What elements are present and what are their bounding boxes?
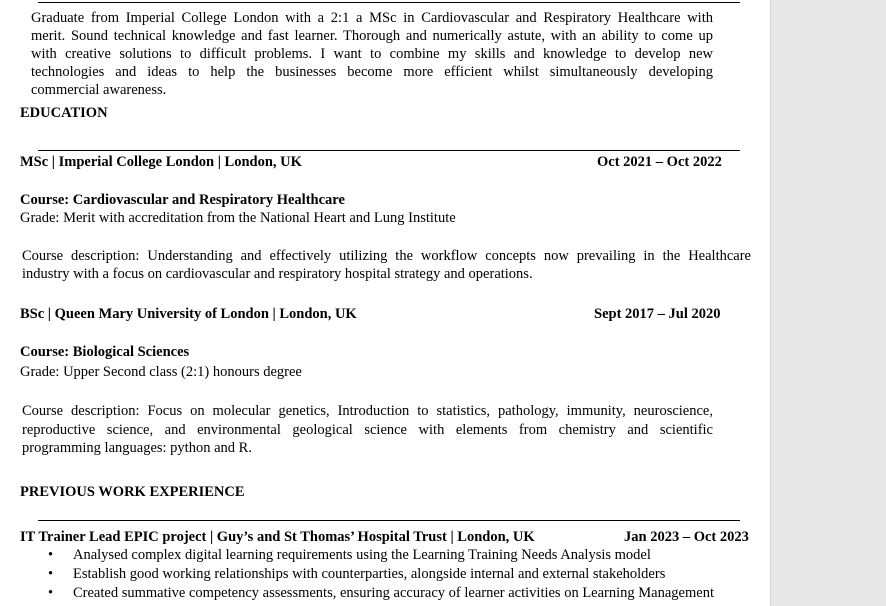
degree-title: MSc | Imperial College London | London, UK [20,154,302,170]
course-name: Course: Biological Sciences [20,344,190,360]
summary-line: with creative solutions to difficult problems. I want to combine my skills and knowledge to develop new [31,46,713,62]
course-description-line: industry with a focus on cardiovascular and respiratory hospital strategy and operations. [22,266,533,282]
summary-line: Graduate from Imperial College London with a 2:1 a MSc in Cardiovascular and Respiratory Healthcare with [31,10,713,26]
course-description-line: Course description: Understanding and effectively utilizing the workflow concepts now prevailing in the Healthcare [22,248,751,264]
education-heading: EDUCATION [20,105,108,121]
bullet-icon: • [48,585,54,601]
job-dates: Jan 2023 – Oct 2023 [624,529,749,545]
summary-line: technologies and ideas to help the businesses become more efficient whilst simultaneously developing [31,64,713,80]
summary-line: merit. Sound technical knowledge and fast learner. Thorough and numerically astute, with an ability to come up [31,28,713,44]
grade-text: Grade: Upper Second class (2:1) honours degree [20,364,302,380]
grade-text: Grade: Merit with accreditation from the National Heart and Lung Institute [20,210,456,226]
education-rule [38,150,740,151]
course-description-line: reproductive science, and environmental geological science with elements from chemistry and scientific [22,422,713,438]
bullet-text: Establish good working relationships with counterparties, alongside internal and external stakeholders [73,566,666,582]
list-item [20,565,714,584]
bullet-icon: • [48,566,54,582]
course-description-line: programming languages: python and R. [22,440,252,456]
job-bullet-list [20,546,714,603]
degree-title: BSc | Queen Mary University of London | London, UK [20,306,357,322]
window-side-panel [770,0,886,606]
list-item [20,546,714,565]
bullet-text: Analysed complex digital learning requirements using the Learning Training Needs Analysis model [73,547,651,563]
job-title: IT Trainer Lead EPIC project | Guy’s and St Thomas’ Hospital Trust | London, UK [20,529,535,545]
course-description-line: Course description: Focus on molecular genetics, Introduction to statistics, pathology, immunity, neuroscience, [22,403,713,419]
bullet-text: Created summative competency assessments, ensuring accuracy of learner activities on Learning Management [73,585,714,601]
top-rule [38,2,740,3]
list-item [20,584,714,603]
experience-rule [38,520,740,521]
experience-heading: PREVIOUS WORK EXPERIENCE [20,484,245,500]
course-name: Course: Cardiovascular and Respiratory Healthcare [20,192,345,208]
bullet-icon: • [48,547,54,563]
degree-dates: Sept 2017 – Jul 2020 [594,306,721,322]
summary-line: commercial awareness. [31,82,167,98]
degree-dates: Oct 2021 – Oct 2022 [597,154,722,170]
